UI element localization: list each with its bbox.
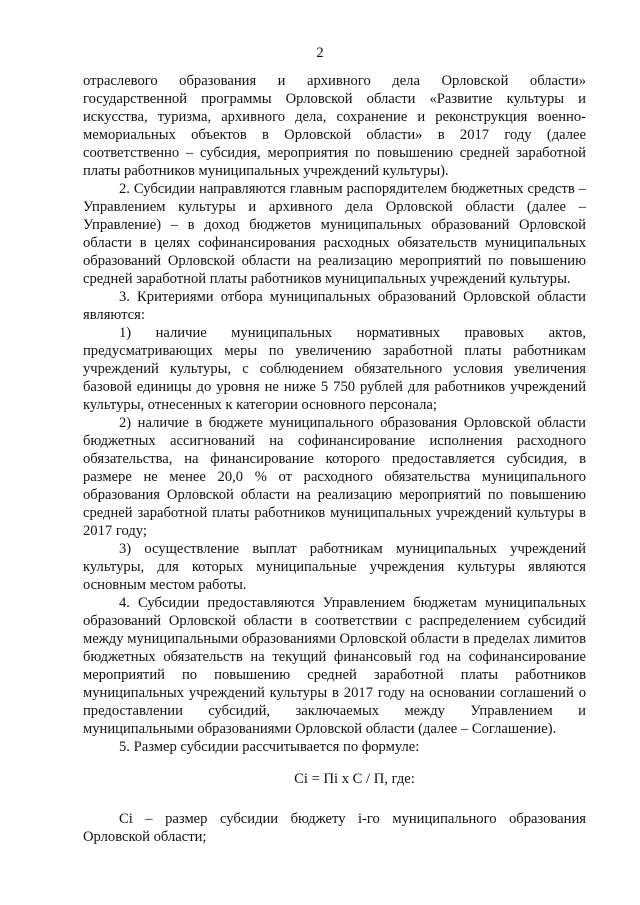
criterion-1: 1) наличие муниципальных нормативных правовых актов, предусматривающих меры по увеличению заработной платы работникам учреждений культуры, с соблюдением обязательного условия увеличения базовой единицы до уровня не ниже 5 750 рублей для работников учреждений культуры, отнесенных к категории основного персонала; [83, 325, 586, 413]
paragraph-item-5: 5. Размер субсидии рассчитывается по формуле: [119, 739, 420, 755]
document-body [83, 72, 586, 846]
subsidy-formula: Сi = Пi х С / П, где: [294, 771, 415, 787]
page-number: 2 [316, 45, 324, 61]
criterion-3: 3) осуществление выплат работникам муниципальных учреждений культуры, для которых муниципальные учреждения культуры являются основным местом работы. [83, 541, 586, 593]
criterion-2: 2) наличие в бюджете муниципального образования Орловской области бюджетных ассигнований на софинансирование исполнения расходного обязательства, на финансирование которого предоставляется субсидия, в размере не менее 20,0 % от расходного обязательства муниципального образования Орловской области на реализацию мероприятий по повышению средней заработной платы работников муниципальных учреждений культуры в 2017 году; [83, 415, 586, 539]
paragraph-item-4: 4. Субсидии предоставляются Управлением бюджетам муниципальных образований Орловской области в соответствии с распределением субсидий между муниципальными образованиями Орловской области в пределах лимитов бюджетных обязательств на текущий финансовый год на софинансирование мероприятий по повышению средней заработной платы работников муниципальных учреждений культуры в 2017 году на основании соглашений о предоставлении субсидий, заключаемых между Управлением и муниципальными образованиями Орловской области (далее – Соглашение). [83, 595, 586, 737]
paragraph-item-2: 2. Субсидии направляются главным распорядителем бюджетных средств – Управлением культуры и архивного дела Орловской области (далее – Управление) – в доход бюджетов муниципальных образований Орловской области в целях софинансирования расходных обязательств муниципальных образований Орловской области на реализацию мероприятий по повышению средней заработной платы работников муниципальных учреждений культуры. [83, 181, 586, 287]
definition-ci: Сi – размер субсидии бюджету i-го муниципального образования Орловской области; [83, 811, 586, 845]
paragraph-item-3: 3. Критериями отбора муниципальных образований Орловской области являются: [83, 289, 586, 323]
paragraph-intro-continuation: отраслевого образования и архивного дела Орловской области» государственной программы Орловской области «Развитие культуры и искусства, туризма, архивного дела, сохранение и реконструкция военно-мемориальных объектов в Орловской области» в 2017 году (далее соответственно – субсидия, мероприятия по повышению средней заработной платы работников муниципальных учреждений культуры). [83, 73, 586, 179]
